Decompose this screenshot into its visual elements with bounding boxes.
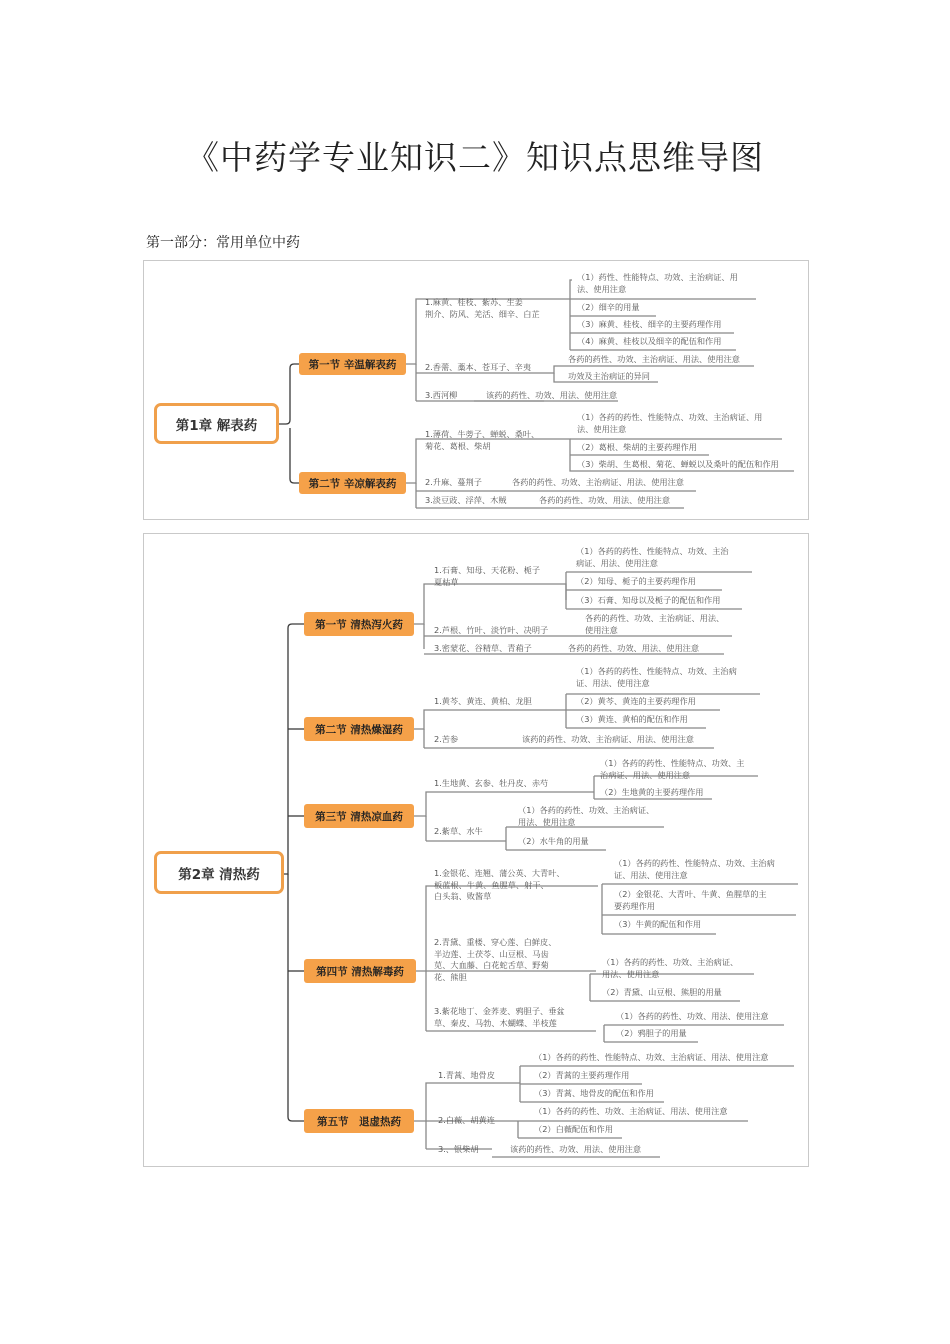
leaf-2-3-1b: （2）生地黄的主要药理作用: [600, 787, 704, 797]
node-1-2-1: 1.薄荷、牛蒡子、蝉蜕、桑叶、 菊花、葛根、柴胡: [425, 429, 540, 451]
node-2-1-2: 2.芦根、竹叶、淡竹叶、决明子: [434, 625, 549, 635]
leaf-2-5-1a: （1）各药的药性、性能特点、功效、主治病证、用法、使用注意: [534, 1052, 769, 1062]
leaf-2-5-2a: （1）各药的药性、功效、主治病证、用法、使用注意: [534, 1106, 728, 1116]
leaf-1-2-3a: 各药的药性、功效、用法、使用注意: [539, 495, 671, 505]
node-1-2-3: 3.淡豆豉、浮萍、木贼: [425, 495, 507, 505]
leaf-2-1-1a: （1）各药的药性、性能特点、功效、主治 病证、用法、使用注意: [576, 546, 729, 568]
leaf-2-2-2a: 该药的药性、功效、主治病证、用法、使用注意: [522, 734, 694, 744]
leaf-2-2-1b: （2）黄芩、黄连的主要药理作用: [576, 696, 696, 706]
leaf-1-1-3a: 该药的药性、功效、用法、使用注意: [486, 390, 618, 400]
node-2-5-3: 3.、银柴胡: [438, 1144, 479, 1154]
node-2-4-3: 3.紫花地丁、金荞麦、鸦胆子、垂盆 草、秦皮、马勃、木蝴蝶、半枝莲: [434, 1006, 565, 1028]
leaf-2-4-3b: （2）鸦胆子的用量: [616, 1028, 687, 1038]
section-1-2: 第二节 辛凉解表药: [299, 472, 406, 494]
node-2-1-3: 3.密蒙花、谷精草、青葙子: [434, 643, 532, 653]
leaf-2-5-1c: （3）青蒿、地骨皮的配伍和作用: [534, 1088, 654, 1098]
node-2-3-2: 2.紫草、水牛: [434, 826, 483, 836]
leaf-2-4-2a: （1）各药的药性、功效、主治病证、 用法、使用注意: [602, 957, 739, 979]
leaf-2-1-2a: 各药的药性、功效、主治病证、用法、 使用注意: [585, 613, 725, 635]
node-2-5-2: 2.白薇、胡黄连: [438, 1115, 495, 1125]
node-2-5-1: 1.青蒿、地骨皮: [438, 1070, 495, 1080]
section-2-2: 第二节 清热燥湿药: [304, 717, 414, 741]
leaf-2-2-1c: （3）黄连、黄柏的配伍和作用: [576, 714, 688, 724]
leaf-2-4-2b: （2）青黛、山豆根、熊胆的用量: [602, 987, 722, 997]
leaf-2-5-2b: （2）白薇配伍和作用: [534, 1124, 613, 1134]
section-2-5: 第五节 退虚热药: [304, 1109, 414, 1133]
node-2-1-1: 1.石膏、知母、天花粉、栀子 夏枯草: [434, 565, 541, 587]
leaf-2-1-1c: （3）石膏、知母以及栀子的配伍和作用: [576, 595, 721, 605]
leaf-2-2-1a: （1）各药的药性、性能特点、功效、主治病 证、用法、使用注意: [576, 666, 737, 688]
leaf-2-1-3a: 各药的药性、功效、用法、使用注意: [568, 643, 700, 653]
leaf-1-2-1b: （2）葛根、柴胡的主要药理作用: [577, 442, 697, 452]
leaf-2-4-3a: （1）各药的药性、功效、用法、使用注意: [616, 1011, 769, 1021]
part-heading: 第一部分：常用单位中药: [146, 235, 300, 251]
node-2-3-1: 1.生地黄、玄参、牡丹皮、赤芍: [434, 778, 549, 788]
node-2-4-2: 2.青黛、重楼、穿心莲、白鲜皮、 半边莲、土茯苓、山豆根、马齿 苋、大血藤、白花蛇舌草、野菊 花、熊胆: [434, 937, 557, 982]
leaf-2-4-1a: （1）各药的药性、性能特点、功效、主治病 证、用法、使用注意: [614, 858, 775, 880]
mindmap-chapter-1: [143, 260, 809, 520]
node-1-1-1: 1.麻黄、桂枝、紫苏、生姜 荆介、防风、羌活、细辛、白芷: [425, 297, 540, 319]
section-2-4: 第四节 清热解毒药: [304, 959, 416, 983]
leaf-1-2-1a: （1）各药的药性、性能特点、功效、主治病证、用 法、使用注意: [577, 412, 763, 434]
node-2-2-1: 1.黄芩、黄连、黄柏、龙胆: [434, 696, 532, 706]
leaf-1-2-2a: 各药的药性、功效、主治病证、用法、使用注意: [512, 477, 684, 487]
doc-title: 《中药学专业知识二》知识点思维导图: [186, 138, 764, 177]
leaf-2-4-1c: （3）牛黄的配伍和作用: [614, 919, 702, 929]
leaf-2-5-3a: 该药的药性、功效、用法、使用注意: [510, 1144, 642, 1154]
node-1-2-2: 2.升麻、蔓荆子: [425, 477, 482, 487]
leaf-2-1-1b: （2）知母、栀子的主要药理作用: [576, 576, 696, 586]
section-2-1: 第一节 清热泻火药: [304, 612, 414, 636]
leaf-1-1-1b: （2）细辛的用量: [577, 302, 640, 312]
leaf-1-1-1c: （3）麻黄、桂枝、细辛的主要药理作用: [577, 319, 722, 329]
leaf-1-1-2b: 功效及主治病证的异同: [568, 371, 650, 381]
leaf-1-1-1d: （4）麻黄、桂枝以及细辛的配伍和作用: [577, 336, 722, 346]
section-1-1: 第一节 辛温解表药: [299, 353, 406, 375]
leaf-2-3-2a: （1）各药的药性、功效、主治病证、 用法、使用注意: [518, 805, 655, 827]
leaf-1-2-1c: （3）柴胡、生葛根、菊花、蝉蜕以及桑叶的配伍和作用: [577, 459, 779, 469]
section-2-3: 第三节 清热凉血药: [304, 804, 414, 828]
mindmap-chapter-2: [143, 533, 809, 1167]
leaf-2-5-1b: （2）青蒿的主要药理作用: [534, 1070, 630, 1080]
leaf-1-1-1a: （1）药性、性能特点、功效、主治病证、用 法、使用注意: [577, 272, 738, 294]
node-2-4-1: 1.金银花、连翘、蒲公英、大青叶、 板蓝根、牛黄、鱼腥草、射干、 白头翁、败酱草: [434, 868, 565, 901]
leaf-2-3-1a: （1）各药的药性、性能特点、功效、主 治病证、用法、使用注意: [600, 758, 745, 780]
node-1-1-2: 2.香薷、藁本、苍耳子、辛夷: [425, 362, 532, 372]
leaf-2-4-1b: （2）金银花、大青叶、牛黄、鱼腥草的主 要药理作用: [614, 889, 767, 911]
node-1-1-3: 3.西河柳: [425, 390, 458, 400]
node-2-2-2: 2.苦参: [434, 734, 459, 744]
leaf-1-1-2a: 各药的药性、功效、主治病证、用法、使用注意: [568, 354, 740, 364]
chapter-1-root: 第1章 解表药: [154, 403, 279, 444]
chapter-2-root: 第2章 清热药: [154, 851, 284, 894]
leaf-2-3-2b: （2）水牛角的用量: [518, 836, 589, 846]
